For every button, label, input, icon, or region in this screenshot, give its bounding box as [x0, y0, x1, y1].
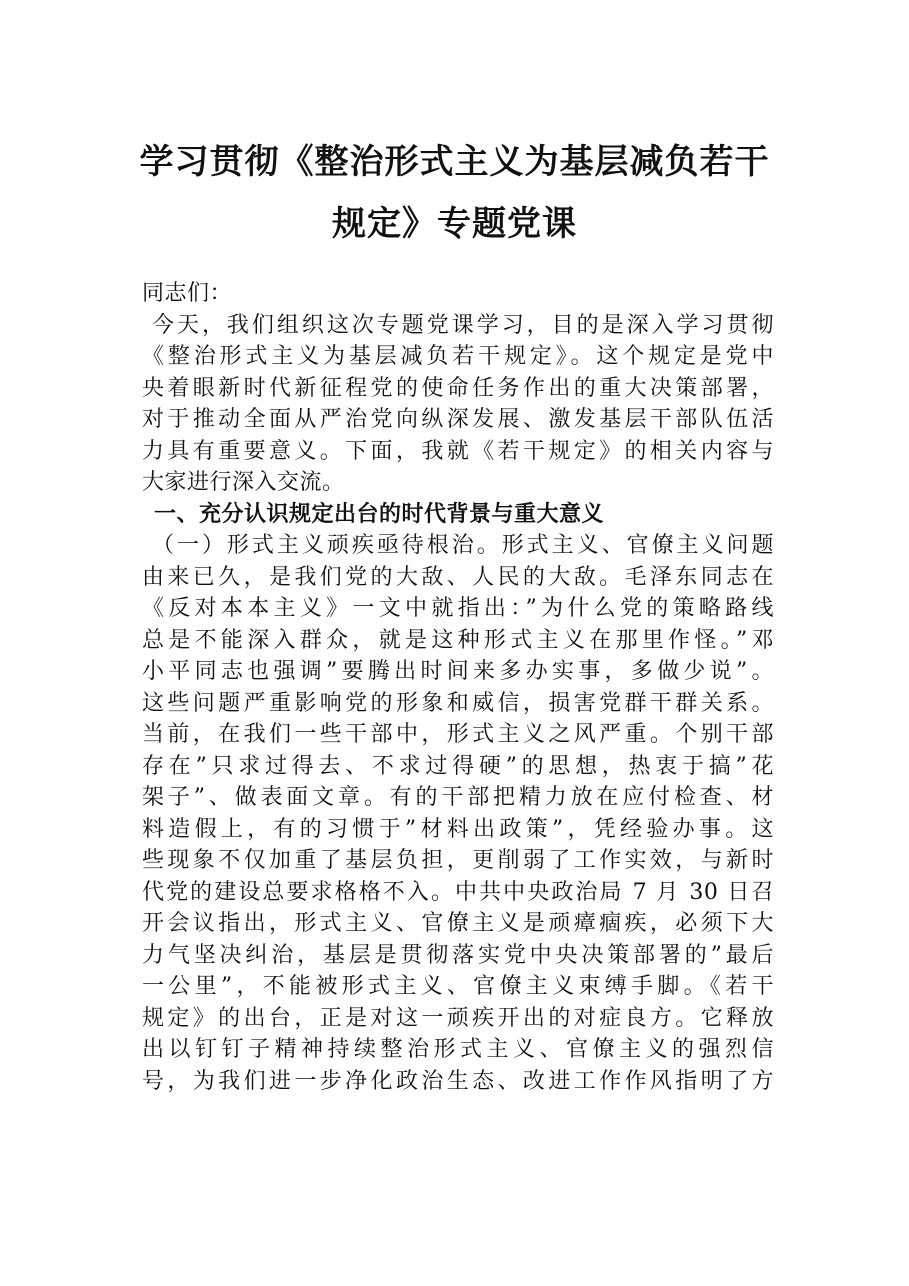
- paragraph-line: 力具有重要意义。下面，我就《若干规定》的相关内容与: [142, 438, 774, 464]
- paragraph-line: 由来已久，是我们党的大敌、人民的大敌。毛泽东同志在: [142, 564, 774, 590]
- document-body: [142, 278, 774, 1097]
- salutation: 同志们：: [142, 281, 233, 306]
- document-title-line-1: 学习贯彻《整治形式主义为基层减负若干: [139, 142, 770, 182]
- paragraph-line: 代党的建设总要求格格不入。中共中央政治局 7 月 30 日召: [142, 879, 774, 905]
- paragraph-line: 力气坚决纠治，基层是贯彻落实党中央决策部署的”最后: [142, 942, 774, 968]
- paragraph-line: 规定》的出台，正是对这一顽疾开出的对症良方。它释放: [142, 1005, 774, 1031]
- paragraph-line: 小平同志也强调”要腾出时间来多办实事，多做少说”。: [142, 659, 774, 684]
- paragraph-line: 《反对本本主义》一文中就指出：”为什么党的策略路线: [142, 596, 774, 621]
- paragraph-line: 对于推动全面从严治党向纵深发展、激发基层干部队伍活: [142, 407, 774, 432]
- paragraph-line: 总是不能深入群众，就是这种形式主义在那里作怪。”邓: [142, 627, 774, 653]
- paragraph-line: （一）形式主义顽疾亟待根治。形式主义、官僚主义问题: [152, 533, 774, 558]
- paragraph-line: 料造假上，有的习惯于”材料出政策”，凭经验办事。这: [142, 816, 774, 842]
- document-title-line-2: 规定》专题党课: [332, 204, 577, 244]
- paragraph-line: 大家进行深入交流。: [142, 470, 345, 495]
- paragraph-line: 当前，在我们一些干部中，形式主义之风严重。个别干部: [142, 722, 774, 747]
- paragraph-line: 架子”、做表面文章。有的干部把精力放在应付检查、材: [142, 785, 774, 810]
- section-heading: 一、充分认识规定出台的时代背景与重大意义: [154, 501, 605, 527]
- paragraph-line: 号，为我们进一步净化政治生态、改进工作作风指明了方: [142, 1068, 774, 1094]
- paragraph-line: 些现象不仅加重了基层负担，更削弱了工作实效，与新时: [142, 848, 774, 873]
- paragraph-line: 《整治形式主义为基层减负若干规定》。这个规定是党中: [142, 344, 774, 369]
- paragraph-line: 开会议指出，形式主义、官僚主义是顽瘴痼疾，必须下大: [142, 911, 774, 936]
- paragraph-line: 出以钉钉子精神持续整治形式主义、官僚主义的强烈信: [142, 1037, 774, 1062]
- paragraph-line: 这些问题严重影响党的形象和威信，损害党群干群关系。: [142, 690, 774, 716]
- paragraph-line: 央着眼新时代新征程党的使命任务作出的重大决策部署，: [142, 375, 774, 401]
- paragraph-line: 今天，我们组织这次专题党课学习，目的是深入学习贯彻: [152, 312, 774, 338]
- paragraph-line: 一公里”，不能被形式主义、官僚主义束缚手脚。《若干: [142, 974, 774, 999]
- paragraph-line: 存在”只求过得去、不求过得硬”的思想，热衷于搞”花: [142, 753, 774, 779]
